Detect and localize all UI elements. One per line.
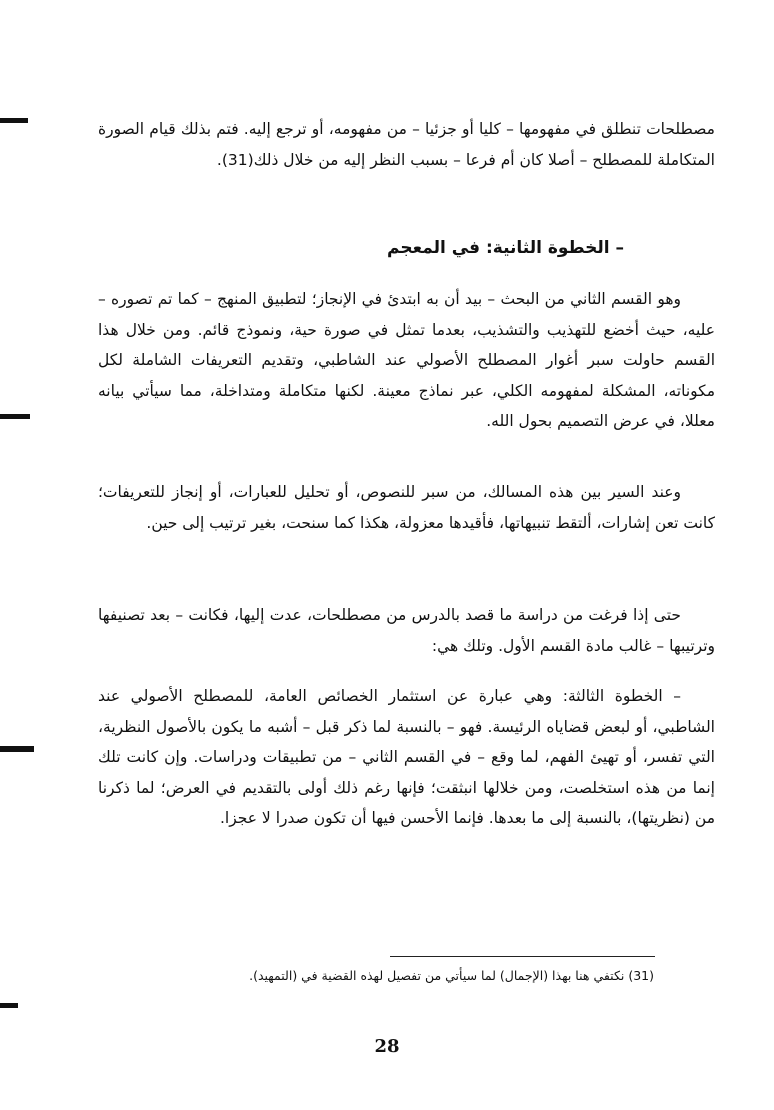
- body-block-3: [98, 600, 715, 661]
- binding-mark: [0, 118, 28, 123]
- body-paragraph: حتى إذا فرغت من دراسة ما قصد بالدرس من مصطلحات، عدت إليها، فكانت – بعد تصنيفها وترتيبها – غالب مادة القسم الأول. وتلك هي:: [98, 606, 715, 655]
- section-heading: – الخطوة الثانية: في المعجم: [387, 238, 624, 258]
- body-paragraph: وعند السير بين هذه المسالك، من سبر للنصوص، أو تحليل للعبارات، أو إنجاز للتعريفات؛ كانت تعن إشارات، ألتقط تنبيهاتها، فأقيدها معزولة، هكذا كما سنحت، بغير ترتيب إلى حين.: [98, 483, 715, 532]
- footnote-separator: [390, 956, 655, 957]
- body-block-4: [98, 681, 715, 834]
- body-block-2: [98, 477, 715, 538]
- binding-mark: [0, 414, 30, 419]
- body-block-1: [98, 284, 715, 437]
- intro-block: [98, 114, 715, 175]
- intro-paragraph: مصطلحات تنطلق في مفهومها – كليا أو جزئيا – من مفهومه، أو ترجع إليه. فتم بذلك قيام الصورة المتكاملة للمصطلح – أصلا كان أم فرعا – بسبب النظر إليه من خلال ذلك(31).: [98, 120, 715, 169]
- body-paragraph: وهو القسم الثاني من البحث – بيد أن به ابتدئ في الإنجاز؛ لتطبيق المنهج – كما تم تصوره – عليه، حيث أخضع للتهذيب والتشذيب، بعدما تمثل في صورة حية، ونموذج قائم. ومن خلال هذا القسم حاولت سبر أغوار المصطلح الأصولي عند الشاطبي، وتقديم التعريفات الشاملة لكل مكوناته، المشكلة لمفهومه الكلي، عبر نماذج معينة. لكنها متكاملة ومتداخلة، مما سيأتي بيانه معللا، في عرض التصميم بحول الله.: [98, 290, 715, 430]
- body-paragraph: – الخطوة الثالثة: وهي عبارة عن استثمار الخصائص العامة، للمصطلح الأصولي عند الشاطبي، أو لبعض قضاياه الرئيسة. فهو – بالنسبة لما ذكر قبل – أشبه ما يكون بالأصول النظرية، التي تفسر، أو تهيئ الفهم، لما وقع – في القسم الثاني – من تطبيقات ودراسات. وإن كانت تلك إنما من هذه استخلصت، ومن خلالها انبثقت؛ فإنها رغم ذلك أولى بالتقديم في العرض؛ لما ذكرنا من (نظريتها)، بالنسبة إلى ما بعدها. فإنما الأحسن فيها أن تكون صدرا لا عجزا.: [98, 687, 715, 827]
- page-number: 28: [374, 1036, 400, 1057]
- footnote: (31) نكتفي هنا بهذا (الإجمال) لما سيأتي من تفصيل لهذه القضية في (التمهيد).: [249, 968, 654, 983]
- binding-mark: [0, 1003, 18, 1008]
- binding-mark: [0, 746, 34, 752]
